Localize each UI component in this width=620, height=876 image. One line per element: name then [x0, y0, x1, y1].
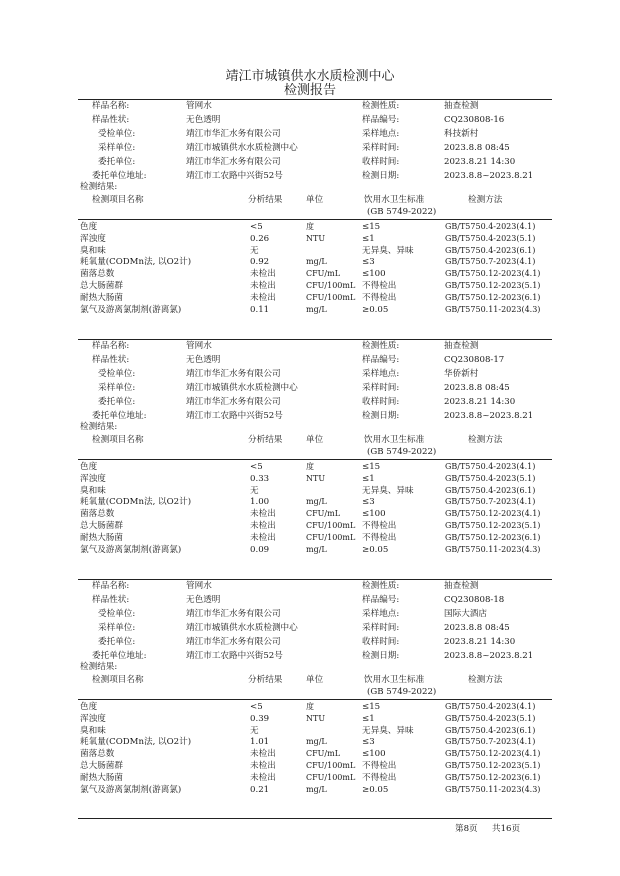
col-header-standard-sub: (GB 5749-2022) — [367, 207, 437, 217]
sample-name-label: 样品名称: — [92, 341, 130, 351]
test-date-value: 2023.8.8~2023.8.21 — [444, 651, 534, 661]
client-address-value: 靖江市工农路中兴街52号 — [186, 171, 283, 181]
row-unit: CFU/100mL — [306, 292, 356, 302]
row-item-name: 菌落总数 — [80, 749, 115, 760]
sampling-time-value: 2023.8.8 08:45 — [444, 143, 510, 153]
row-unit: mg/L — [306, 737, 327, 747]
row-unit: CFU/mL — [306, 749, 341, 759]
row-result: <5 — [250, 462, 263, 472]
client-address-label: 委托单位地址: — [92, 651, 147, 661]
row-item-name: 总大肠菌群 — [80, 521, 123, 531]
row-result: <5 — [250, 222, 263, 232]
col-header-result: 分析结果 — [248, 195, 283, 205]
sample-char-value: 无色透明 — [186, 355, 221, 365]
row-method: GB/T5750.4-2023(4.1) — [445, 222, 536, 231]
test-type-value: 抽查检测 — [444, 101, 479, 111]
col-header-standard-sub: (GB 5749-2022) — [367, 687, 437, 697]
row-method: GB/T5750.4-2023(6.1) — [445, 485, 536, 495]
sampling-unit-label: 采样单位: — [98, 143, 136, 153]
row-method: GB/T5750.4-2023(5.1) — [445, 713, 536, 723]
row-unit: 度 — [306, 462, 314, 471]
row-method: GB/T5750.12-2023(5.1) — [445, 281, 541, 290]
col-header-unit: 单位 — [306, 675, 324, 685]
sample-no-label: 样品编号: — [362, 355, 400, 365]
row-standard: ≥0.05 — [362, 784, 389, 795]
test-type-label: 检测性质: — [362, 341, 400, 351]
row-item-name: 臭和味 — [80, 485, 106, 496]
row-method: GB/T5750.7-2023(4.1) — [445, 497, 536, 507]
test-type-label: 检测性质: — [362, 581, 400, 591]
receive-time-label: 收样时间: — [362, 637, 400, 647]
test-type-value: 抽查检测 — [444, 341, 479, 351]
sample-char-label: 样品性状: — [92, 595, 130, 605]
test-date-label: 检测日期: — [362, 651, 400, 661]
row-method: GB/T5750.4-2023(6.1) — [445, 245, 536, 255]
row-item-name: 总大肠菌群 — [80, 761, 123, 771]
row-item-name: 氯气及游离氯制剂(游离氯) — [80, 544, 182, 555]
client-unit-label: 委托单位: — [98, 397, 136, 407]
sample-no-value: CQ230808-17 — [444, 355, 505, 365]
inspected-unit-label: 受检单位: — [98, 609, 136, 619]
row-method: GB/T5750.12-2023(4.1) — [445, 509, 541, 519]
block-top-divider — [78, 339, 552, 340]
row-unit: mg/L — [306, 304, 327, 314]
sampling-site-value: 科技新村 — [444, 129, 479, 139]
row-result: 0.26 — [250, 233, 270, 244]
sampling-site-value: 国际大酒店 — [444, 609, 487, 619]
receive-time-label: 收样时间: — [362, 397, 400, 407]
row-result: 无 — [250, 245, 259, 256]
row-method: GB/T5750.7-2023(4.1) — [445, 257, 536, 267]
row-unit: NTU — [306, 713, 326, 723]
sampling-unit-value: 靖江市城镇供水水质检测中心 — [186, 143, 298, 153]
row-standard: 不得检出 — [362, 292, 397, 303]
sampling-unit-value: 靖江市城镇供水水质检测中心 — [186, 623, 298, 633]
row-method: GB/T5750.12-2023(4.1) — [445, 749, 541, 759]
col-header-result: 分析结果 — [248, 435, 283, 445]
row-unit: mg/L — [306, 544, 327, 554]
row-method: GB/T5750.7-2023(4.1) — [445, 737, 536, 747]
row-unit: mg/L — [306, 784, 327, 794]
row-standard: ≤100 — [362, 269, 386, 280]
sample-char-label: 样品性状: — [92, 355, 130, 365]
sample-name-value: 管网水 — [186, 341, 212, 351]
row-item-name: 菌落总数 — [80, 509, 115, 520]
row-result: 0.92 — [250, 257, 270, 268]
row-standard: ≤15 — [362, 702, 381, 712]
row-item-name: 耐热大肠菌 — [80, 532, 123, 543]
header-divider — [78, 459, 552, 460]
row-result: 未检出 — [250, 521, 276, 531]
sampling-time-value: 2023.8.8 08:45 — [444, 623, 510, 633]
row-standard: ≤15 — [362, 222, 381, 232]
row-item-name: 浑浊度 — [80, 713, 106, 724]
row-result: 1.00 — [250, 497, 270, 508]
row-unit: mg/L — [306, 497, 327, 507]
row-standard: ≤15 — [362, 462, 381, 472]
row-method: GB/T5750.12-2023(6.1) — [445, 772, 541, 782]
row-method: GB/T5750.12-2023(6.1) — [445, 292, 541, 302]
row-unit: CFU/100mL — [306, 761, 356, 770]
row-standard: 不得检出 — [362, 772, 397, 783]
row-method: GB/T5750.4-2023(6.1) — [445, 725, 536, 735]
row-method: GB/T5750.4-2023(4.1) — [445, 462, 536, 471]
inspected-unit-value: 靖江市华汇水务有限公司 — [186, 609, 281, 619]
sample-char-value: 无色透明 — [186, 115, 221, 125]
row-result: 1.01 — [250, 737, 270, 748]
row-item-name: 臭和味 — [80, 725, 106, 736]
sampling-time-label: 采样时间: — [362, 143, 400, 153]
sample-no-label: 样品编号: — [362, 115, 400, 125]
test-type-value: 抽查检测 — [444, 581, 479, 591]
sampling-site-label: 采样地点: — [362, 369, 400, 379]
row-result: 无 — [250, 485, 259, 496]
sampling-time-value: 2023.8.8 08:45 — [444, 383, 510, 393]
row-method: GB/T5750.12-2023(6.1) — [445, 532, 541, 542]
org-title: 靖江市城镇供水水质检测中心 — [225, 69, 395, 84]
inspected-unit-label: 受检单位: — [98, 129, 136, 139]
row-unit: CFU/mL — [306, 269, 341, 279]
report-title: 检测报告 — [283, 83, 336, 98]
row-standard: ≤1 — [362, 233, 375, 244]
sample-char-value: 无色透明 — [186, 595, 221, 605]
row-item-name: 菌落总数 — [80, 269, 115, 280]
row-item-name: 浑浊度 — [80, 473, 106, 484]
page-total: 共16页 — [492, 824, 521, 834]
block-top-divider — [78, 579, 552, 580]
col-header-standard-sub: (GB 5749-2022) — [367, 447, 437, 457]
row-standard: 不得检出 — [362, 521, 397, 531]
row-item-name: 耐热大肠菌 — [80, 772, 123, 783]
client-unit-value: 靖江市华汇水务有限公司 — [186, 157, 281, 167]
sample-no-value: CQ230808-18 — [444, 595, 505, 605]
receive-time-value: 2023.8.21 14:30 — [444, 637, 516, 647]
row-result: 未检出 — [250, 772, 276, 783]
row-unit: NTU — [306, 473, 326, 483]
sample-name-value: 管网水 — [186, 101, 212, 111]
sample-name-label: 样品名称: — [92, 101, 130, 111]
row-standard: 不得检出 — [362, 281, 397, 291]
receive-time-value: 2023.8.21 14:30 — [444, 157, 516, 167]
row-result: 未检出 — [250, 532, 276, 543]
sample-no-label: 样品编号: — [362, 595, 400, 605]
footer-divider — [78, 818, 552, 819]
row-method: GB/T5750.12-2023(5.1) — [445, 521, 541, 530]
row-method: GB/T5750.4-2023(5.1) — [445, 473, 536, 483]
row-result: 0.39 — [250, 713, 270, 724]
row-item-name: 氯气及游离氯制剂(游离氯) — [80, 784, 182, 795]
row-standard: ≥0.05 — [362, 544, 389, 555]
col-header-unit: 单位 — [306, 435, 324, 445]
receive-time-label: 收样时间: — [362, 157, 400, 167]
row-standard: ≥0.05 — [362, 304, 389, 315]
client-unit-label: 委托单位: — [98, 157, 136, 167]
sampling-time-label: 采样时间: — [362, 623, 400, 633]
inspected-unit-label: 受检单位: — [98, 369, 136, 379]
row-result: 0.21 — [250, 784, 270, 795]
test-date-label: 检测日期: — [362, 411, 400, 421]
row-result: 0.33 — [250, 473, 270, 484]
results-heading: 检测结果: — [80, 182, 118, 192]
block-top-divider — [78, 99, 552, 100]
row-standard: 无异臭、异味 — [362, 725, 414, 736]
test-type-label: 检测性质: — [362, 101, 400, 111]
header-divider — [78, 699, 552, 700]
row-unit: 度 — [306, 702, 314, 711]
receive-time-value: 2023.8.21 14:30 — [444, 397, 516, 407]
client-unit-label: 委托单位: — [98, 637, 136, 647]
row-unit: NTU — [306, 233, 326, 243]
row-item-name: 臭和味 — [80, 245, 106, 256]
row-item-name: 耗氧量(CODMn法, 以O2计) — [80, 257, 192, 268]
row-result: 未检出 — [250, 281, 276, 291]
client-address-label: 委托单位地址: — [92, 411, 147, 421]
col-header-method: 检测方法 — [468, 435, 503, 445]
row-item-name: 耗氧量(CODMn法, 以O2计) — [80, 497, 192, 508]
row-result: 0.11 — [250, 304, 270, 315]
col-header-result: 分析结果 — [248, 675, 283, 685]
row-standard: 无异臭、异味 — [362, 485, 414, 496]
row-result: 未检出 — [250, 269, 276, 280]
row-item-name: 色度 — [80, 702, 98, 712]
row-standard: 不得检出 — [362, 761, 397, 771]
sample-no-value: CQ230808-16 — [444, 115, 505, 125]
inspected-unit-value: 靖江市华汇水务有限公司 — [186, 369, 281, 379]
row-unit: CFU/mL — [306, 509, 341, 519]
sampling-site-label: 采样地点: — [362, 129, 400, 139]
sampling-unit-label: 采样单位: — [98, 623, 136, 633]
col-header-unit: 单位 — [306, 195, 324, 205]
row-item-name: 浑浊度 — [80, 233, 106, 244]
row-standard: ≤3 — [362, 257, 375, 268]
row-item-name: 总大肠菌群 — [80, 281, 123, 291]
row-method: GB/T5750.4-2023(5.1) — [445, 233, 536, 243]
row-method: GB/T5750.12-2023(5.1) — [445, 761, 541, 770]
row-unit: CFU/100mL — [306, 532, 356, 542]
client-address-label: 委托单位地址: — [92, 171, 147, 181]
row-unit: mg/L — [306, 257, 327, 267]
col-header-method: 检测方法 — [468, 195, 503, 205]
client-unit-value: 靖江市华汇水务有限公司 — [186, 637, 281, 647]
col-header-standard: 饮用水卫生标准 — [364, 195, 425, 205]
results-heading: 检测结果: — [80, 662, 118, 672]
sampling-site-label: 采样地点: — [362, 609, 400, 619]
row-standard: ≤100 — [362, 749, 386, 760]
row-standard: ≤3 — [362, 497, 375, 508]
col-header-item: 检测项目名称 — [92, 195, 144, 205]
row-method: GB/T5750.11-2023(4.3) — [445, 304, 541, 314]
row-item-name: 耗氧量(CODMn法, 以O2计) — [80, 737, 192, 748]
row-result: 无 — [250, 725, 259, 736]
row-method: GB/T5750.11-2023(4.3) — [445, 544, 541, 554]
row-result: 0.09 — [250, 544, 270, 555]
row-unit: CFU/100mL — [306, 281, 356, 290]
col-header-standard: 饮用水卫生标准 — [364, 435, 425, 445]
col-header-standard: 饮用水卫生标准 — [364, 675, 425, 685]
results-heading: 检测结果: — [80, 422, 118, 432]
row-item-name: 耐热大肠菌 — [80, 292, 123, 303]
row-method: GB/T5750.4-2023(4.1) — [445, 702, 536, 711]
sampling-unit-value: 靖江市城镇供水水质检测中心 — [186, 383, 298, 393]
inspected-unit-value: 靖江市华汇水务有限公司 — [186, 129, 281, 139]
sampling-site-value: 华侨新村 — [444, 369, 479, 379]
test-date-value: 2023.8.8~2023.8.21 — [444, 171, 534, 181]
client-unit-value: 靖江市华汇水务有限公司 — [186, 397, 281, 407]
row-standard: 不得检出 — [362, 532, 397, 543]
test-date-label: 检测日期: — [362, 171, 400, 181]
row-method: GB/T5750.12-2023(4.1) — [445, 269, 541, 279]
client-address-value: 靖江市工农路中兴街52号 — [186, 651, 283, 661]
row-unit: CFU/100mL — [306, 772, 356, 782]
page-number: 第8页 — [455, 824, 478, 834]
sampling-unit-label: 采样单位: — [98, 383, 136, 393]
row-standard: ≤1 — [362, 473, 375, 484]
row-result: <5 — [250, 702, 263, 712]
col-header-item: 检测项目名称 — [92, 675, 144, 685]
row-standard: ≤3 — [362, 737, 375, 748]
row-result: 未检出 — [250, 749, 276, 760]
row-standard: ≤1 — [362, 713, 375, 724]
row-item-name: 色度 — [80, 222, 98, 232]
test-date-value: 2023.8.8~2023.8.21 — [444, 411, 534, 421]
row-standard: ≤100 — [362, 509, 386, 520]
sampling-time-label: 采样时间: — [362, 383, 400, 393]
col-header-method: 检测方法 — [468, 675, 503, 685]
sample-char-label: 样品性状: — [92, 115, 130, 125]
col-header-item: 检测项目名称 — [92, 435, 144, 445]
sample-name-label: 样品名称: — [92, 581, 130, 591]
client-address-value: 靖江市工农路中兴街52号 — [186, 411, 283, 421]
row-result: 未检出 — [250, 761, 276, 771]
row-standard: 无异臭、异味 — [362, 245, 414, 256]
row-result: 未检出 — [250, 509, 276, 520]
row-method: GB/T5750.11-2023(4.3) — [445, 784, 541, 794]
sample-name-value: 管网水 — [186, 581, 212, 591]
row-unit: CFU/100mL — [306, 521, 356, 530]
row-item-name: 色度 — [80, 462, 98, 472]
header-divider — [78, 219, 552, 220]
row-result: 未检出 — [250, 292, 276, 303]
row-item-name: 氯气及游离氯制剂(游离氯) — [80, 304, 182, 315]
row-unit: 度 — [306, 222, 314, 231]
